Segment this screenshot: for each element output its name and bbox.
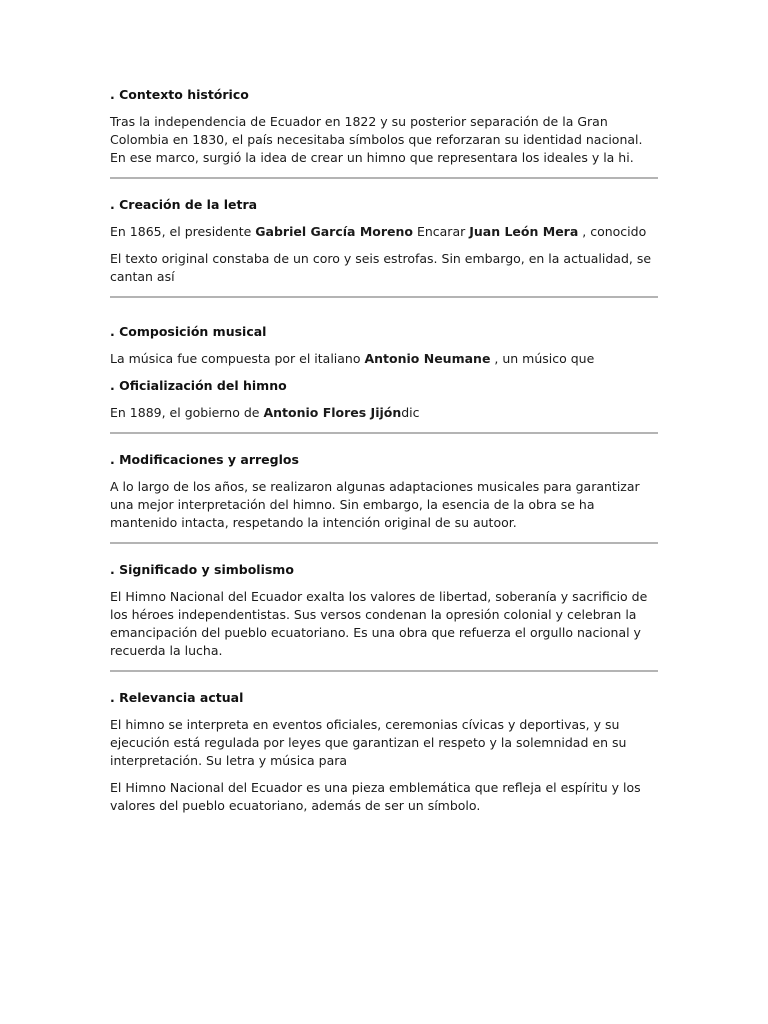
paragraph-contexto-historico: Tras la independencia de Ecuador en 1822 y su posterior separación de la Gran Colombia en 1830, el país necesitaba símbolos que reforzaran su identidad nacional. En ese marco, surgió la idea de crear un himno que representara los ideales y la hi. xyxy=(110,114,643,165)
heading-creacion-letra: . Creación de la letra xyxy=(110,197,258,212)
paragraph-composicion-musical xyxy=(110,350,658,368)
heading-relevancia-actual: . Relevancia actual xyxy=(110,690,244,705)
paragraph-modificaciones: A lo largo de los años, se realizaron algunas adaptaciones musicales para garantizar una mejor interpretación del himno. Sin embargo, la esencia de la obra se ha mantenido intacta, respetando la intención original de su autoor. xyxy=(110,479,640,530)
heading-significado: . Significado y simbolismo xyxy=(110,562,294,577)
bold-name-garcia-moreno: Gabriel García Moreno xyxy=(255,224,413,239)
paragraph-relevancia-2: El Himno Nacional del Ecuador es una pieza emblemática que refleja el espíritu y los valores del pueblo ecuatoriano, además de ser un símbolo. xyxy=(110,780,641,813)
paragraph-relevancia-1: El himno se interpreta en eventos oficiales, ceremonias cívicas y deportivas, y su ejecución está regulada por leyes que garantizan el respeto y la solemnidad en su interpretación. Su letra y música para xyxy=(110,717,627,768)
paragraph-creacion-letra-1 xyxy=(110,223,658,241)
bold-name-neumane: Antonio Neumane xyxy=(364,351,491,366)
text-run: En 1889, el gobierno de xyxy=(110,405,264,420)
paragraph-creacion-letra-2: El texto original constaba de un coro y seis estrofas. Sin embargo, en la actualidad, se cantan así xyxy=(110,251,652,284)
text-run: Encarar xyxy=(412,224,470,239)
heading-composicion-musical: . Composición musical xyxy=(110,324,267,339)
heading-contexto-historico: . Contexto histórico xyxy=(110,87,249,102)
text-run: , conocido xyxy=(578,224,647,239)
text-run: En 1865, el presidente xyxy=(110,224,256,239)
heading-oficializacion: . Oficialización del himno xyxy=(110,378,287,393)
bold-name-leon-mera: Juan León Mera xyxy=(469,224,579,239)
bold-name-flores-jijon: Antonio Flores Jijón xyxy=(263,405,402,420)
heading-modificaciones: . Modificaciones y arreglos xyxy=(110,452,299,467)
text-run: La música fue compuesta por el italiano xyxy=(110,351,365,366)
text-run: , un músico que xyxy=(490,351,595,366)
paragraph-oficializacion xyxy=(110,404,658,422)
paragraph-significado: El Himno Nacional del Ecuador exalta los valores de libertad, soberanía y sacrificio de los héroes independentistas. Sus versos condenan la opresión colonial y celebran la emancipación del pueblo ecuatoriano. Es una obra que refuerza el orgullo nacional y recuerda la lucha. xyxy=(110,589,648,658)
document-body xyxy=(110,86,658,815)
text-run: dic xyxy=(401,405,420,420)
